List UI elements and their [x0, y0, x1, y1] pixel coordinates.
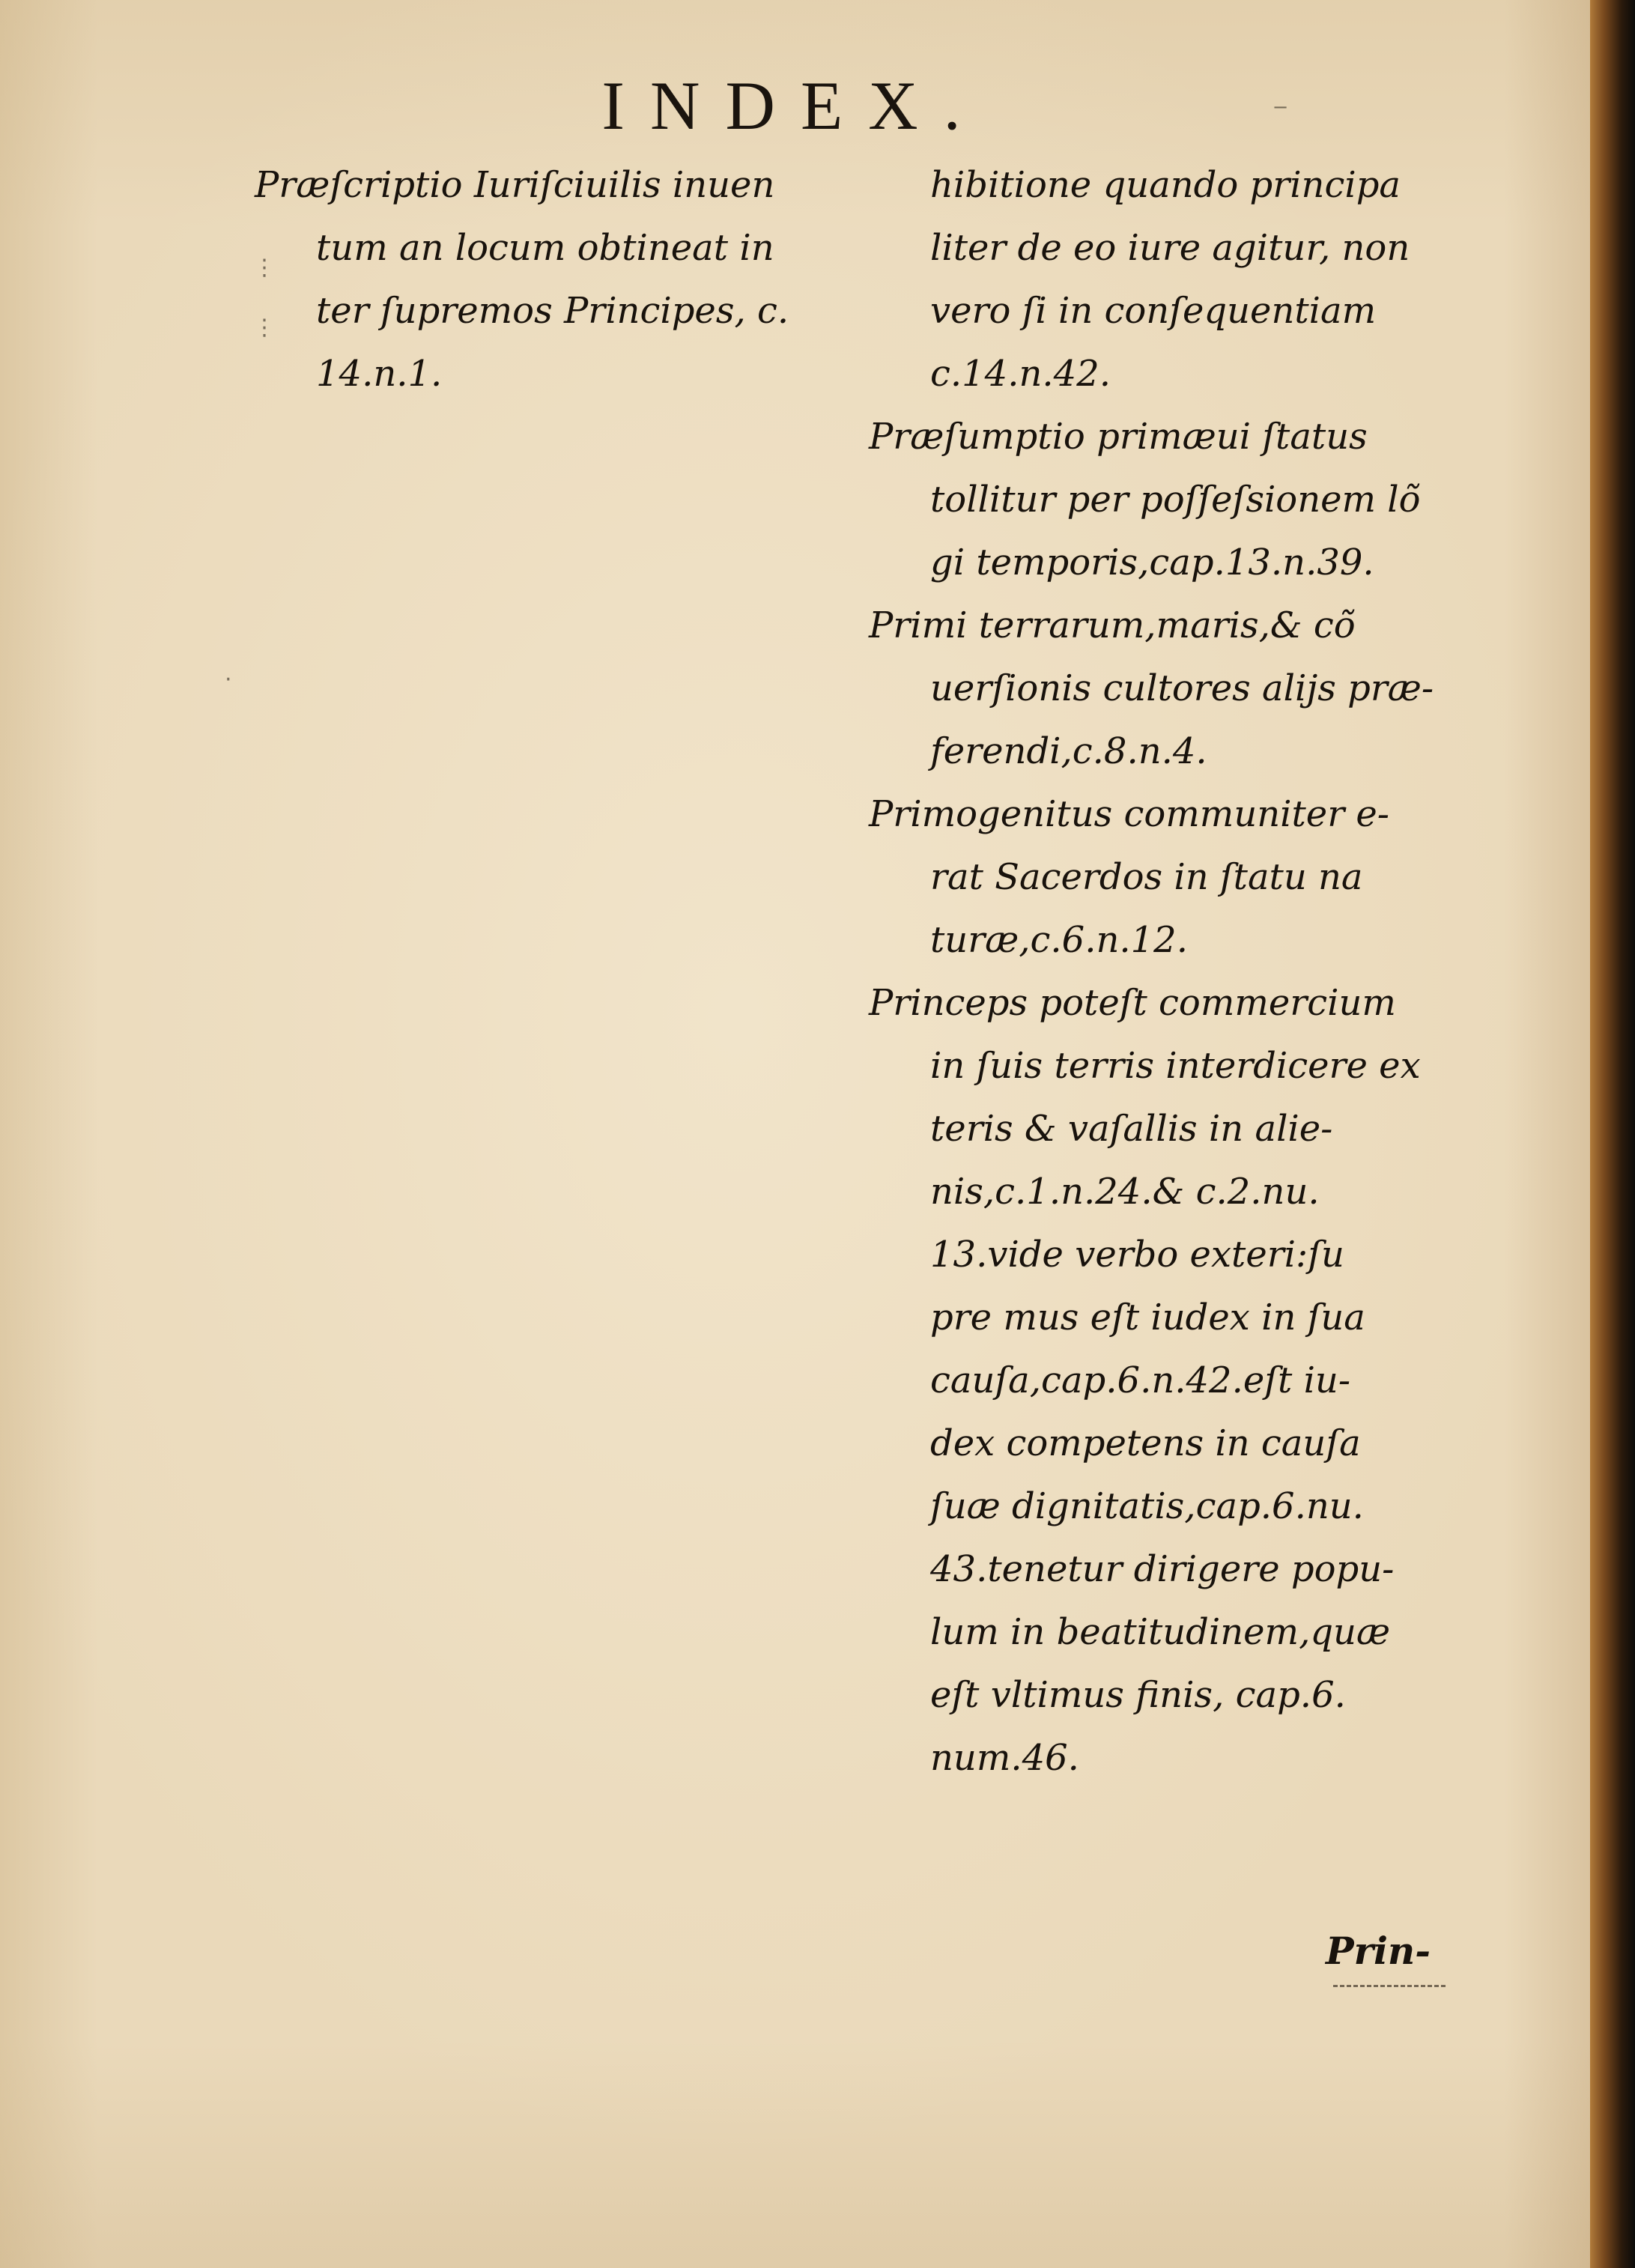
margin-mark: · — [225, 667, 232, 693]
index-entry: Princeps poteſt commercium in ſuis terris interdicere ex teris & vaſallis in alie- nis,c.1.n.24.& c.2.nu. 13.vide verbo exteri:ſu pre mus eſt iudex in ſua cauſa,cap.6.n.42.eſt iu- dex competens in cauſa ſuæ dignitatis,cap.6.nu. 43.tenetur dirigere popu- lum in beatitudinem,quæ eſt vltimus finis, cap.6. num.46. — [869, 982, 1421, 1779]
index-entry: Præſumptio primæui ſtatus tollitur per poſſeſsionem lõ gi temporis,cap.13.n.39. — [869, 416, 1421, 583]
index-entry: Primi terrarum,maris,& cõ uerſionis cultores alijs præ- ferendi,c.8.n.4. — [869, 604, 1434, 772]
catchword: Prin- — [1326, 1929, 1431, 1973]
index-entry: Præſcriptio Iuriſciuilis inuen tum an locum obtineat in ter ſupremos Principes, c. 14.n.1. — [255, 164, 789, 395]
margin-mark: ‒ — [1273, 94, 1288, 120]
margin-mark: ⋮ — [253, 255, 276, 281]
index-column-left — [255, 154, 869, 405]
margin-mark: ⋮ — [253, 315, 276, 341]
page-title: INDEX. — [601, 67, 986, 144]
page-edge-shadow — [1590, 0, 1635, 2268]
index-column-right — [869, 154, 1483, 1789]
index-entry: Primogenitus communiter e- rat Sacerdos in ſtatu na turæ,c.6.n.12. — [869, 793, 1390, 961]
index-entry: hibitione quando principa liter de eo iure agitur, non vero ſi in conſequentiam c.14.n.42. — [930, 164, 1410, 395]
catchword-underline — [1333, 1985, 1446, 1987]
